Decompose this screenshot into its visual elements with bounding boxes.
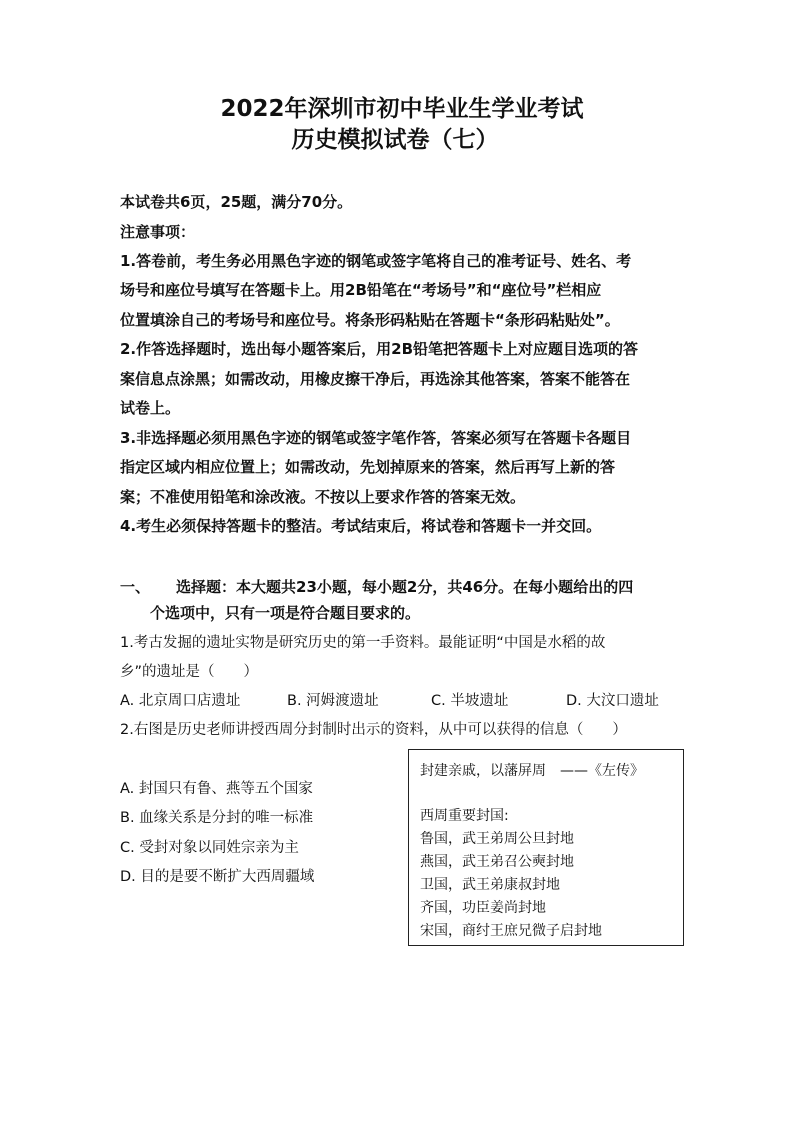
source-material-box <box>408 749 684 946</box>
fiefdom-item: 宋国，商纣王庶兄微子启封地 <box>420 923 602 939</box>
fiefdoms-heading: 西周重要封国: <box>420 808 509 824</box>
note-line: 3.非选择题必须用黑色字迹的钢笔或签字笔作答，答案必须写在答题卡各题目 <box>120 429 632 447</box>
exam-title-line2: 历史模拟试卷（七） <box>291 127 499 153</box>
question2-option-c: C. 受封对象以同姓宗亲为主 <box>120 840 299 856</box>
fiefdom-item: 齐国，功臣姜尚封地 <box>420 900 546 916</box>
question1-option-d: D. 大汶口遗址 <box>566 693 659 709</box>
question1-stem-line1: 1.考古发掘的遗址实物是研究历史的第一手资料。最能证明“中国是水稻的故 <box>120 635 606 651</box>
question2-option-d: D. 目的是要不断扩大西周疆域 <box>120 869 315 885</box>
note-line: 4.考生必须保持答题卡的整洁。考试结束后，将试卷和答题卡一并交回。 <box>120 517 602 535</box>
note-line: 1.答卷前，考生务必用黑色字迹的钢笔或签字笔将自己的准考证号、姓名、考 <box>120 252 632 270</box>
question1-option-a: A. 北京周口店遗址 <box>120 693 241 709</box>
question1-option-c: C. 半坡遗址 <box>431 693 509 709</box>
question1-stem-line2: 乡”的遗址是（ ） <box>120 664 259 680</box>
fiefdom-item: 燕国，武王弟召公奭封地 <box>420 854 574 870</box>
source-quote: 封建亲戚，以藩屏周 ——《左传》 <box>420 763 644 779</box>
section-number: 一、 <box>120 578 151 596</box>
fiefdom-item: 鲁国，武王弟周公旦封地 <box>420 831 574 847</box>
note-line: 案；不准使用铅笔和涂改液。不按以上要求作答的答案无效。 <box>120 488 526 506</box>
note-line: 场号和座位号填写在答题卡上。用2B铅笔在“考场号”和“座位号”栏相应 <box>120 281 602 299</box>
intro-text: 本试卷共6页，25题，满分70分。 <box>120 193 353 211</box>
note-line: 试卷上。 <box>120 399 181 417</box>
note-line: 指定区域内相应位置上；如需改动，先划掉原来的答案，然后再写上新的答 <box>120 458 616 476</box>
fiefdom-item: 卫国，武王弟康叔封地 <box>420 877 560 893</box>
section-instructions-line2: 个选项中，只有一项是符合题目要求的。 <box>150 604 421 622</box>
notes-heading: 注意事项： <box>120 223 196 241</box>
question2-stem: 2.右图是历史老师讲授西周分封制时出示的资料，从中可以获得的信息（ ） <box>120 722 627 738</box>
note-line: 案信息点涂黑；如需改动，用橡皮擦干净后，再选涂其他答案，答案不能答在 <box>120 370 631 388</box>
question2-option-a: A. 封国只有鲁、燕等五个国家 <box>120 781 313 797</box>
note-line: 2.作答选择题时，选出每小题答案后，用2B铅笔把答题卡上对应题目选项的答 <box>120 340 639 358</box>
section-instructions-line1: 选择题：本大题共23小题，每小题2分，共46分。在每小题给出的四 <box>176 578 634 596</box>
question2-option-b: B. 血缘关系是分封的唯一标准 <box>120 810 314 826</box>
question1-option-b: B. 河姆渡遗址 <box>287 693 379 709</box>
note-line: 位置填涂自己的考场号和座位号。将条形码粘贴在答题卡“条形码粘贴处”。 <box>120 311 620 329</box>
exam-title-line1: 2022年深圳市初中毕业生学业考试 <box>220 96 584 122</box>
